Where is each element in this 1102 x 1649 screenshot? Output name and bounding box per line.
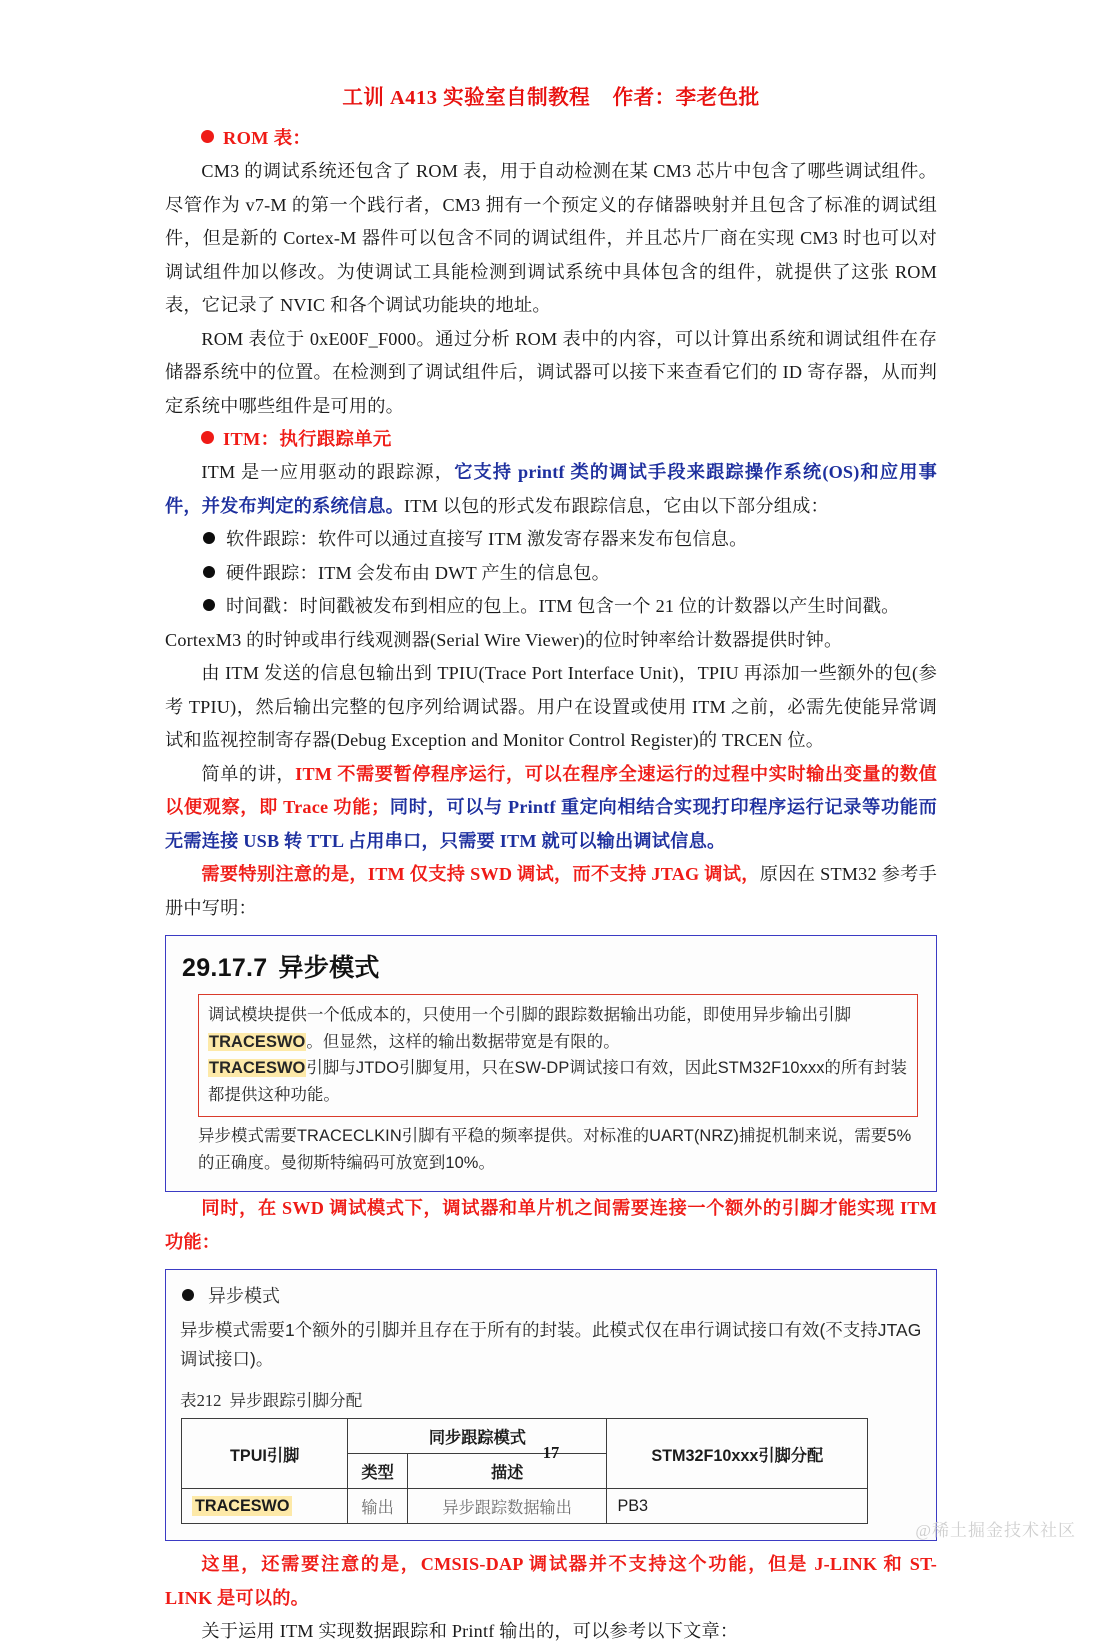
list-item-label: 软件跟踪：软件可以通过直接写 ITM 激发寄存器来发布包信息。 (226, 529, 748, 549)
paragraph-summary (165, 758, 937, 859)
itm-intro-part-c: ITM 以包的形式发布跟踪信息，它由以下部分组成： (404, 495, 829, 516)
page-content (165, 0, 937, 1649)
box2-paragraph: 异步模式需要1个额外的引脚并且存在于所有的封装。此模式仅在串行调试接口有效(不支持JTAG调试接口)。 (180, 1320, 922, 1369)
paragraph-rom-2: ROM 表位于 0xE00F_F000。通过分析 ROM 表中的内容，可以计算出系统和调试组件在存储器系统中的位置。在检测到了调试组件后，调试器可以接下来查看它们的 ID 寄存器，从而判定系统中哪些组件是可用的。 (165, 328, 937, 416)
final-red-note-text: 这里，还需要注意的是，CMSIS-DAP 调试器并不支持这个功能，但是 J-LINK 和 ST-LINK 是可以的。 (165, 1554, 937, 1608)
swd-note-red: 需要特别注意的是，ITM 仅支持 SWD 调试，而不支持 JTAG 调试， (201, 864, 760, 884)
box1-line2-post: 引脚与JTDO引脚复用，只在SW-DP调试接口有效，因此STM32F10xxx的所有封装都提供这种功能。 (208, 1059, 907, 1104)
list-item-label: 时间戳：时间戳被发布到相应的包上。ITM 包含一个 21 位的计数器以产生时间戳。 (226, 596, 900, 616)
heading-rom-table-label: ROM 表： (223, 128, 312, 148)
highlight-traceswo: TRACESWO (209, 1032, 306, 1051)
table-caption (180, 1387, 922, 1411)
table-cell-type: 输出 (348, 1489, 408, 1524)
paragraph-rom-1: CM3 的调试系统还包含了 ROM 表，用于自动检测在某 CM3 芯片中包含了哪些调试组件。尽管作为 v7-M 的第一个践行者，CM3 拥有一个预定义的存储器映射并且包含了标准的调试组件，但是新的 Cortex-M 器件可以包含不同的调试组件，并且芯片厂商在实现 CM3 时也可以对调试组件加以修改。为使调试工具能检测到调试系统中具体包含的组件，就提供了这张 ROM 表，它记录了 NVIC 和各个调试功能块的地址。 (165, 161, 937, 315)
table-caption-number: 表212 (180, 1391, 222, 1410)
box1-section-heading (182, 948, 922, 984)
table-header-desc: 描述 (407, 1454, 607, 1489)
red-bullet-icon (201, 130, 214, 143)
paragraph-after-bullets: CortexM3 的时钟或串行线观测器(Serial Wire Viewer)的位时钟率给计数器提供时钟。 (165, 629, 843, 650)
table-cell-pin (182, 1489, 348, 1524)
heading-rom-table (165, 122, 937, 155)
table-header-stm32-assign: STM32F10xxx引脚分配 (607, 1419, 868, 1489)
box1-line-2 (208, 1055, 908, 1108)
paragraph-swd-note (165, 858, 937, 925)
summary-red: ITM 不需要暂停程序运行，可以在程序全速运行的过程中实时输出变量的数值以便观察，即 Trace 功能； (165, 763, 937, 817)
black-bullet-icon (203, 599, 215, 611)
itm-intro-part-a: ITM 是一应用驱动的跟踪源， (201, 462, 455, 482)
red-bullet-icon (201, 431, 214, 444)
async-trace-pin-table (181, 1418, 868, 1524)
heading-itm (165, 423, 937, 456)
list-item-label: 硬件跟踪：ITM 会发布由 DWT 产生的信息包。 (226, 562, 611, 583)
black-bullet-icon (182, 1289, 194, 1301)
black-bullet-icon (203, 532, 215, 544)
table-cell-desc: 异步跟踪数据输出 (407, 1489, 607, 1524)
highlight-traceswo: TRACESWO (209, 1059, 306, 1077)
paragraph-tpiu: 由 ITM 发送的信息包输出到 TPIU(Trace Port Interface Unit)，TPIU 再添加一些额外的包(参考 TPIU)，然后输出完整的包序列给调试器。用户在设置或使用 ITM 之前，必需先使能异常调试和监视控制寄存器(Debug Exception and Monitor Control Register)的 TRCEN 位。 (165, 663, 937, 750)
box1-line1-pre: 调试模块提供一个低成本的，只使用一个引脚的跟踪数据输出功能，即使用异步输出引脚 (208, 1005, 852, 1024)
box2-heading-label: 异步模式 (208, 1286, 280, 1306)
box1-line1-post: 。但显然，这样的输出数据带宽是有限的。 (306, 1031, 620, 1051)
paragraph-final-plain-note: 关于运用 ITM 实现数据跟踪和 Printf 输出的，可以参考以下文章： (201, 1621, 739, 1641)
document-header-title: 工训 A413 实验室自制教程 作者：李老色批 (342, 87, 760, 109)
table-cell-assign: PB3 (607, 1489, 868, 1524)
table-row (182, 1489, 868, 1524)
table-header-type: 类型 (348, 1454, 408, 1489)
table-header-tpui: TPUI引脚 (182, 1419, 348, 1489)
box1-tail-paragraph: 异步模式需要TRACECLKIN引脚有平稳的频率提供。对标准的UART(NRZ)捕捉机制来说，需要5%的正确度。曼彻斯特编码可放宽到10%。 (198, 1127, 912, 1172)
box1-red-outlined-region (198, 994, 918, 1117)
paragraph-final-red-note (165, 1548, 937, 1615)
box2-heading (182, 1282, 922, 1308)
table-caption-text: 异步跟踪引脚分配 (229, 1391, 363, 1410)
heading-itm-label: ITM：执行跟踪单元 (223, 429, 392, 449)
box1-line-1 (208, 1002, 908, 1055)
list-item (165, 557, 937, 591)
reference-manual-box-1 (165, 935, 937, 1192)
reference-manual-box-2 (165, 1269, 937, 1541)
list-item (165, 523, 937, 557)
box1-section-number: 29.17.7 (182, 954, 268, 982)
summary-lead: 简单的讲， (201, 763, 296, 784)
swd-note-plain: 原因在 STM32 参考手册中写明： (165, 864, 938, 918)
summary-blue: 同时，可以与 Printf 重定向相结合实现打印程序运行记录等功能而无需连接 USB 转 TTL 占用串口，只需要 ITM 就可以输出调试信息。 (165, 797, 937, 851)
paragraph-middle-red-note (165, 1192, 937, 1259)
itm-intro-part-b: 它支持 printf 类的调试手段来跟踪操作系统(OS)和应用事件，并发布判定的系统信息。 (165, 462, 937, 516)
table-header-sync-mode: 同步跟踪模式 (348, 1419, 607, 1454)
paragraph-itm-intro (165, 456, 937, 523)
watermark: @稀土掘金技术社区 (915, 1521, 1076, 1540)
page-number: 17 (542, 1443, 560, 1462)
box1-section-title: 异步模式 (278, 954, 380, 982)
list-item (165, 590, 937, 624)
black-bullet-icon (203, 566, 215, 578)
middle-red-note-text: 同时，在 SWD 调试模式下，调试器和单片机之间需要连接一个额外的引脚才能实现 ITM 功能： (165, 1198, 937, 1252)
highlight-traceswo: TRACESWO (192, 1496, 292, 1516)
